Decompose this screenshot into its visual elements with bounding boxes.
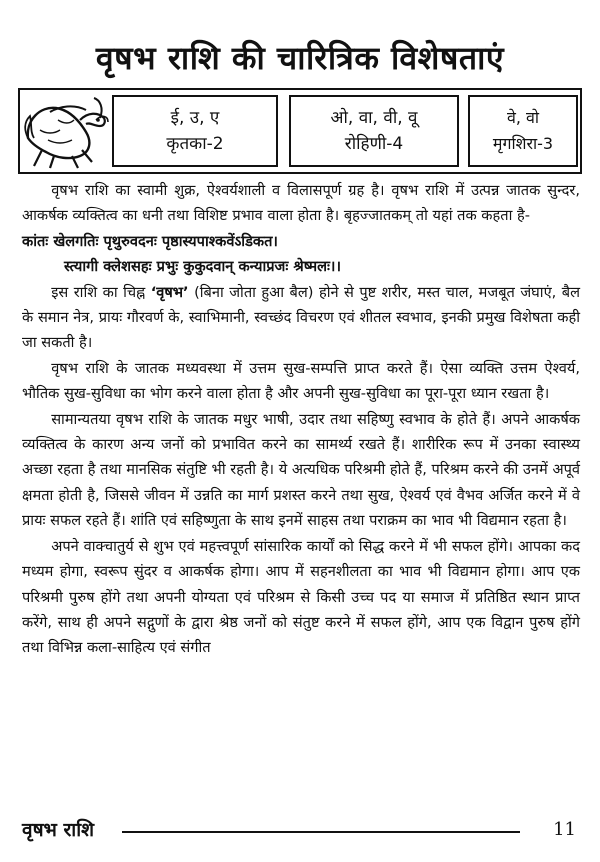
paragraph: सामान्यतया वृषभ राशि के जातक मधुर भाषी, उदार तथा सहिष्णु स्वभाव के होते हैं। अपने आकर्षक व्यक्तित्व के कारण अन्य जनों को प्रभावित करने का सामर्थ्य रखते हैं। शारीरिक रूप में उनका स्वास्थ्य अच्छा रहता है तथा मानसिक संतुष्टि भी रहती है। ये अत्यधिक परिश्रमी होते हैं, परिश्रम करने की उनमें अपूर्व क्षमता होती है, जिससे जीवन में उन्नति का मार्ग प्रशस्त करने तथा सुख, ऐश्वर्य एवं वैभव अर्जित करने में वे प्रायः सफल रहते हैं। शांति एवं सहिष्णुता के साथ इनमें साहस तथा पराक्रम का भाव भी विद्यमान रहता है। (22, 410, 580, 530)
rashi-symbol: ‘वृषभ’ (150, 283, 189, 301)
nakshatra-box (112, 95, 278, 167)
page-title: वृषभ राशि की चारित्रिक विशेषताएं (95, 39, 505, 77)
paragraph: वृषभ राशि का स्वामी शुक्र, ऐश्वर्यशाली व विलासपूर्ण ग्रह है। वृषभ राशि में उत्पन्न जातक सुन्दर, आकर्षक व्यक्तित्व का धनी तथा विशिष्ट प्रभाव वाला होता है। बृहज्जातकम् तो यहां तक कहता है- (22, 182, 580, 225)
page-footer (22, 815, 578, 845)
body-text (22, 178, 580, 661)
verse-line: स्त्यागी क्लेशसहः प्रभुः कुकुदवान् कन्याप्रजः श्रेष्मलः।। (64, 258, 341, 276)
paragraph (22, 280, 580, 356)
paragraph: वृषभ राशि के जातक मध्यवस्था में उत्तम सुख-सम्पत्ति प्राप्त करते हैं। ऐसा व्यक्ति उत्तम ऐश्वर्य, भौतिक सुख-सुविधा का भोग करने वाला होता है और अपनी सुख-सुविधा का पूरा-पूरा ध्यान रखता है। (22, 359, 580, 403)
nakshatra-letters: वे, वो (506, 108, 540, 127)
paragraph: अपने वाक्चातुर्य से शुभ एवं महत्त्वपूर्ण सांसारिक कार्यों को सिद्ध करने में भी सफल होंगे। आपका कद मध्यम होगा, स्वरूप सुंदर व आकर्षक होगा। आप में सहनशीलता का भाव भी विद्यमान होगा। आप एक परिश्रमी पुरुष होंगे तथा अपनी योग्यता एवं परिश्रम से किसी उच्च पद या समाज में प्रतिष्ठित स्थान प्राप्त करेंगे, साथ ही अपने सद्गुणों के द्वारा श्रेष्ठ जनों को संतुष्ट करने में सफल होंगे, आप एक विद्वान पुरुष होंगे तथा विभिन्न कला-साहित्य एवं संगीत (22, 537, 580, 657)
nakshatra-name: रोहिणी-4 (344, 134, 404, 154)
footer-rule (122, 831, 520, 833)
page-number: 11 (553, 819, 576, 840)
nakshatra-letters: ई, उ, ए (170, 108, 220, 128)
nakshatra-name: मृगशिरा-3 (492, 134, 554, 153)
paragraph-text: इस राशि का चिह्न (51, 283, 151, 301)
footer-section-label: वृषभ राशि (22, 819, 95, 841)
nakshatra-letters: ओ, वा, वी, वू (330, 108, 418, 128)
paragraph-text: (बिना जोता हुआ बैल) होने से पुष्ट शरीर, मस्त चाल, मजबूत जंघाएं, बैल के समान नेत्र, प्रायः गौरवर्ण के, स्वाभिमानी, स्वच्छंद विचरण एवं शीतल स्वभाव, इनकी प्रमुख विशेषता कही जा सकती है। (22, 283, 580, 352)
nakshatra-box (289, 95, 459, 167)
nakshatra-name: कृतका-2 (166, 134, 224, 154)
bull-icon (20, 90, 110, 172)
verse-line: कांतः खेलगतिः पृथुरुवदनः पृष्ठास्यपाश्कवेंऽडिकत। (22, 232, 278, 250)
nakshatra-box (468, 95, 578, 167)
